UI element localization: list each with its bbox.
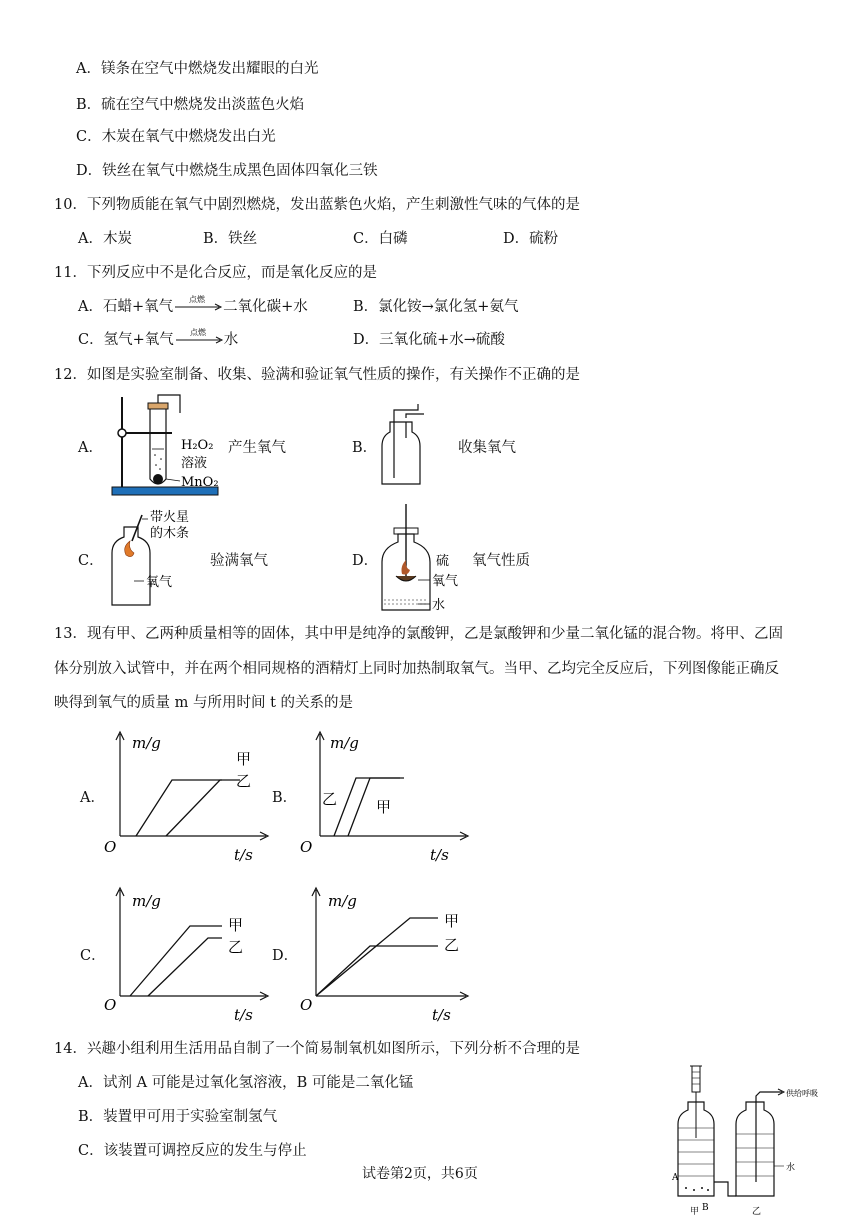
curve-yi bbox=[148, 938, 222, 996]
y-axis-label: m/g bbox=[132, 734, 161, 752]
ignite-arrow bbox=[173, 295, 223, 315]
water-label-fig: 水 bbox=[786, 1163, 796, 1173]
q14-option-b: B．装置甲可用于实验室制氢气 bbox=[78, 1109, 278, 1125]
splint-test-figure bbox=[108, 507, 218, 607]
origin-label: O bbox=[300, 996, 313, 1014]
mno2-label: MnO₂ bbox=[181, 475, 219, 490]
q12-stem: 12．如图是实验室制备、收集、验满和验证氧气性质的操作，有关操作不正确的是 bbox=[54, 367, 580, 383]
q11-option-b: B．氯化铵→氯化氢+氨气 bbox=[353, 299, 519, 315]
test-tube-apparatus-figure bbox=[108, 393, 228, 503]
page-footer: 试卷第2页，共6页 bbox=[362, 1166, 478, 1182]
q14-stem: 14．兴趣小组利用生活用品自制了一个简易制氧机如图所示，下列分析不合理的是 bbox=[54, 1041, 580, 1057]
device-yi-label: 乙 bbox=[752, 1207, 762, 1216]
ignite-label: 点燃 bbox=[189, 295, 206, 304]
curve-jia bbox=[348, 778, 400, 836]
q10-option-b: B．铁丝 bbox=[203, 231, 258, 247]
curve-jia bbox=[136, 780, 222, 836]
q9-option-a: A．镁条在空气中燃烧发出耀眼的白光 bbox=[76, 61, 319, 77]
h2o2-label: H₂O₂ bbox=[181, 438, 214, 453]
curve-jia bbox=[316, 918, 438, 996]
origin-label: O bbox=[300, 838, 313, 856]
q13-c-letter: C． bbox=[80, 948, 106, 964]
q12-d-caption: 氧气性质 bbox=[472, 553, 530, 569]
graph-a bbox=[100, 728, 270, 868]
x-axis-label: t/s bbox=[234, 846, 253, 864]
q9-option-d: D．铁丝在氧气中燃烧生成黑色固体四氧化三铁 bbox=[76, 163, 378, 179]
curve-yi bbox=[316, 946, 438, 996]
q12-b-caption: 收集氧气 bbox=[458, 440, 516, 456]
reagent-b-label: B bbox=[702, 1203, 709, 1213]
oxygen-generator-figure bbox=[672, 1062, 852, 1216]
origin-label: O bbox=[104, 838, 117, 856]
graph-b bbox=[300, 728, 470, 868]
jia-label: 甲 bbox=[444, 912, 460, 930]
q13-stem-line3: 映得到氧气的质量 m 与所用时间 t 的关系的是 bbox=[54, 695, 354, 711]
q11-stem: 11．下列反应中不是化合反应，而是氧化反应的是 bbox=[54, 265, 377, 281]
yi-label: 乙 bbox=[228, 938, 244, 956]
graph-c bbox=[100, 884, 270, 1024]
curve-yi bbox=[166, 780, 240, 836]
x-axis-label: t/s bbox=[234, 1006, 253, 1024]
q12-b-letter: B． bbox=[352, 440, 378, 456]
solution-label: 溶液 bbox=[181, 456, 208, 471]
reagent-a-label: A bbox=[672, 1173, 679, 1183]
y-axis-label: m/g bbox=[132, 892, 161, 910]
yi-label: 乙 bbox=[322, 790, 338, 808]
jia-label: 甲 bbox=[376, 798, 392, 816]
curve-yi bbox=[334, 778, 404, 836]
q12-a-letter: A． bbox=[78, 440, 103, 456]
q11-c-products: 水 bbox=[223, 332, 239, 348]
q11-option-c bbox=[78, 330, 238, 350]
x-axis-label: t/s bbox=[430, 846, 449, 864]
q10-option-c: C．白磷 bbox=[353, 231, 408, 247]
q12-c-letter: C． bbox=[78, 553, 104, 569]
yi-label: 乙 bbox=[444, 936, 460, 954]
ignite-arrow bbox=[174, 328, 224, 348]
q10-option-a: A．木炭 bbox=[78, 231, 132, 247]
q11-c-reactants: C．氢气+氧气 bbox=[78, 332, 174, 348]
q12-a-caption: 产生氧气 bbox=[228, 440, 286, 456]
yi-label: 乙 bbox=[236, 772, 252, 790]
jia-label: 甲 bbox=[236, 750, 252, 768]
q11-a-products: 二氧化碳+水 bbox=[223, 299, 308, 315]
sulfur-label: 硫 bbox=[436, 554, 450, 569]
splint-label-1: 带火星 bbox=[150, 510, 190, 525]
jia-label: 甲 bbox=[228, 916, 244, 934]
q13-d-letter: D． bbox=[272, 948, 299, 964]
oxygen-label-c: 氧气 bbox=[146, 575, 173, 590]
ignite-label: 点燃 bbox=[189, 328, 206, 337]
graph-d bbox=[300, 884, 470, 1024]
q10-stem: 10．下列物质能在氧气中剧烈燃烧，发出蓝紫色火焰，产生刺激性气味的气体的是 bbox=[54, 197, 580, 213]
q10-option-d: D．硫粉 bbox=[503, 231, 559, 247]
curve-jia bbox=[130, 926, 222, 996]
oxygen-label-d: 氧气 bbox=[432, 574, 459, 589]
splint-label-2: 的木条 bbox=[150, 526, 190, 541]
q12-c-caption: 验满氧气 bbox=[210, 553, 268, 569]
x-axis-label: t/s bbox=[432, 1006, 451, 1024]
q9-option-c: C．木炭在氧气中燃烧发出白光 bbox=[76, 129, 276, 145]
q11-option-a bbox=[78, 297, 308, 317]
q11-option-d: D．三氧化硫+水→硫酸 bbox=[353, 332, 505, 348]
origin-label: O bbox=[104, 996, 117, 1014]
gas-collecting-bottle-figure bbox=[378, 404, 448, 488]
q13-stem-line1: 13．现有甲、乙两种质量相等的固体，其中甲是纯净的氯酸钾，乙是氯酸钾和少量二氧化锰的混合物。将甲、乙固 bbox=[54, 626, 783, 642]
q14-option-a: A．试剂 A 可能是过氧化氢溶液，B 可能是二氧化锰 bbox=[78, 1075, 414, 1091]
q13-a-letter: A． bbox=[80, 790, 105, 806]
q13-b-letter: B． bbox=[272, 790, 298, 806]
water-label: 水 bbox=[432, 598, 446, 613]
q11-a-reactants: A．石蜡+氧气 bbox=[78, 299, 174, 315]
q14-option-c: C．该装置可调控反应的发生与停止 bbox=[78, 1143, 307, 1159]
q9-option-b: B．硫在空气中燃烧发出淡蓝色火焰 bbox=[76, 97, 305, 113]
q13-stem-line2: 体分别放入试管中，并在两个相同规格的酒精灯上同时加热制取氧气。当甲、乙均完全反应后，下列图像能正确反 bbox=[54, 661, 779, 677]
y-axis-label: m/g bbox=[330, 734, 359, 752]
supply-breath-label: 供给呼吸 bbox=[786, 1089, 818, 1098]
device-jia-label: 甲 bbox=[690, 1207, 700, 1216]
y-axis-label: m/g bbox=[328, 892, 357, 910]
q12-d-letter: D． bbox=[352, 553, 379, 569]
